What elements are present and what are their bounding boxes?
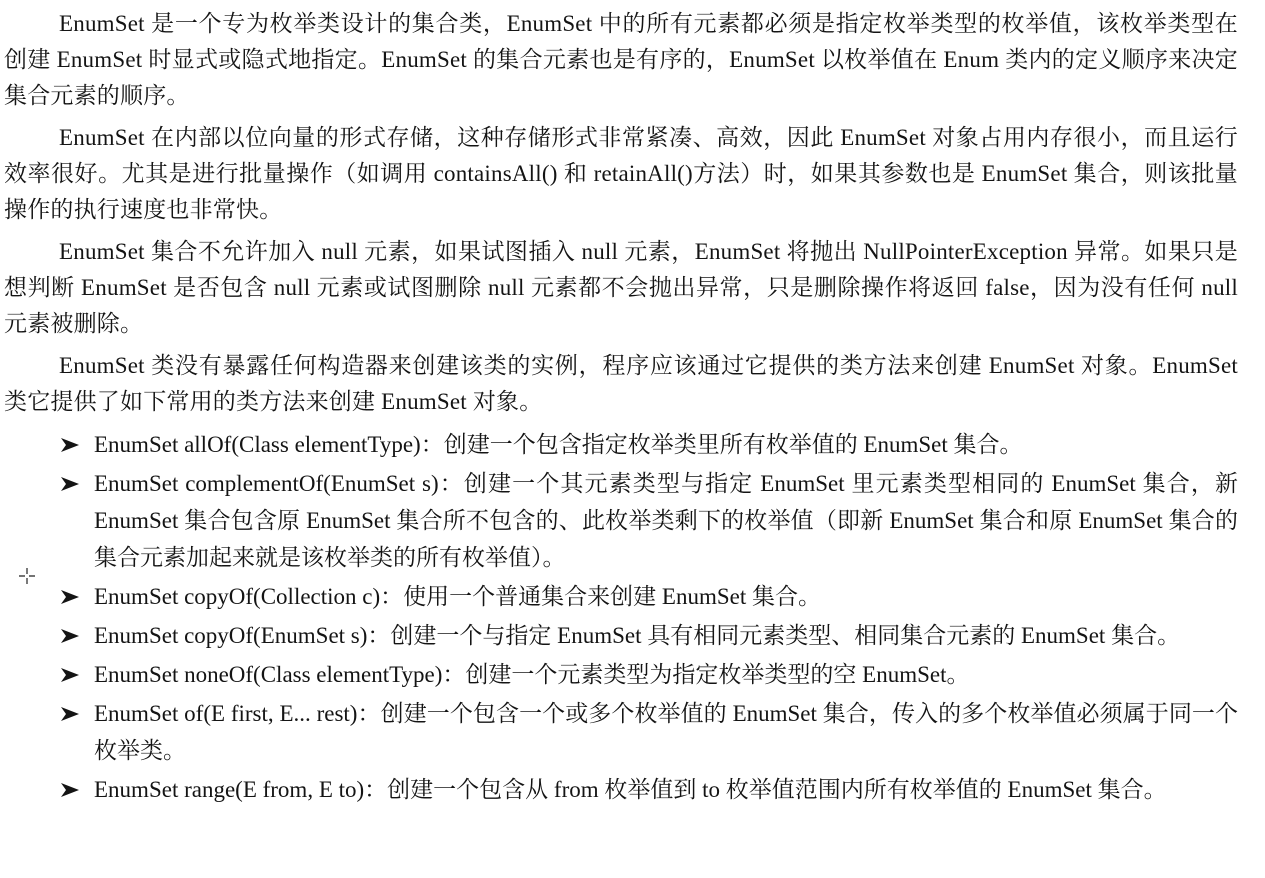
method-item-of: [4, 695, 1238, 769]
arrow-bullet-icon: [60, 465, 84, 502]
method-text: EnumSet copyOf(Collection c)：使用一个普通集合来创建 EnumSet 集合。: [94, 584, 821, 609]
method-text: EnumSet complementOf(EnumSet s)：创建一个其元素类型与指定 EnumSet 里元素类型相同的 EnumSet 集合，新 EnumSet 集合包含原 EnumSet 集合所不包含的、此枚举类剩下的枚举值（即新 EnumSet 集合和原 EnumSet 集合的集合元素加起来就是该枚举类的所有枚举值）。: [94, 471, 1238, 570]
arrow-bullet-icon: [60, 617, 84, 654]
paragraph-factory-methods: EnumSet 类没有暴露任何构造器来创建该类的实例，程序应该通过它提供的类方法来创建 EnumSet 对象。EnumSet 类它提供了如下常用的类方法来创建 EnumSet 对象。: [4, 353, 1238, 414]
method-text: EnumSet of(E first, E... rest)：创建一个包含一个或多个枚举值的 EnumSet 集合，传入的多个枚举值必须属于同一个枚举类。: [94, 701, 1238, 763]
arrow-bullet-icon: [60, 578, 84, 615]
method-item-copyof-collection: [4, 578, 1238, 615]
method-list: [4, 426, 1238, 808]
method-item-complementof: [4, 465, 1238, 576]
method-text: EnumSet allOf(Class elementType)：创建一个包含指定枚举类里所有枚举值的 EnumSet 集合。: [94, 432, 1023, 457]
arrow-bullet-icon: [60, 695, 84, 732]
crosshair-cursor-icon: [18, 567, 36, 585]
method-item-copyof-enumset: [4, 617, 1238, 654]
method-text: EnumSet copyOf(EnumSet s)：创建一个与指定 EnumSet 具有相同元素类型、相同集合元素的 EnumSet 集合。: [94, 623, 1181, 648]
method-item-noneof: [4, 656, 1238, 693]
arrow-bullet-icon: [60, 656, 84, 693]
method-item-allof: [4, 426, 1238, 463]
arrow-bullet-icon: [60, 426, 84, 463]
paragraph-storage: EnumSet 在内部以位向量的形式存储，这种存储形式非常紧凑、高效，因此 EnumSet 对象占用内存很小，而且运行效率很好。尤其是进行批量操作（如调用 containsAll() 和 retainAll()方法）时，如果其参数也是 EnumSet 集合，则该批量操作的执行速度也非常快。: [4, 125, 1238, 222]
paragraph-intro: EnumSet 是一个专为枚举类设计的集合类，EnumSet 中的所有元素都必须是指定枚举类型的枚举值，该枚举类型在创建 EnumSet 时显式或隐式地指定。EnumSet 的集合元素也是有序的，EnumSet 以枚举值在 Enum 类内的定义顺序来决定集合元素的顺序。: [4, 11, 1238, 108]
method-text: EnumSet noneOf(Class elementType)：创建一个元素类型为指定枚举类型的空 EnumSet。: [94, 662, 970, 687]
paragraph-null-handling: EnumSet 集合不允许加入 null 元素，如果试图插入 null 元素，EnumSet 将抛出 NullPointerException 异常。如果只是想判断 EnumSet 是否包含 null 元素或试图删除 null 元素都不会抛出异常，只是删除操作将返回 false，因为没有任何 null 元素被删除。: [4, 239, 1238, 336]
document-page: [4, 6, 1238, 810]
method-text: EnumSet range(E from, E to)：创建一个包含从 from 枚举值到 to 枚举值范围内所有枚举值的 EnumSet 集合。: [94, 777, 1167, 802]
method-item-range: [4, 771, 1238, 808]
arrow-bullet-icon: [60, 771, 84, 808]
